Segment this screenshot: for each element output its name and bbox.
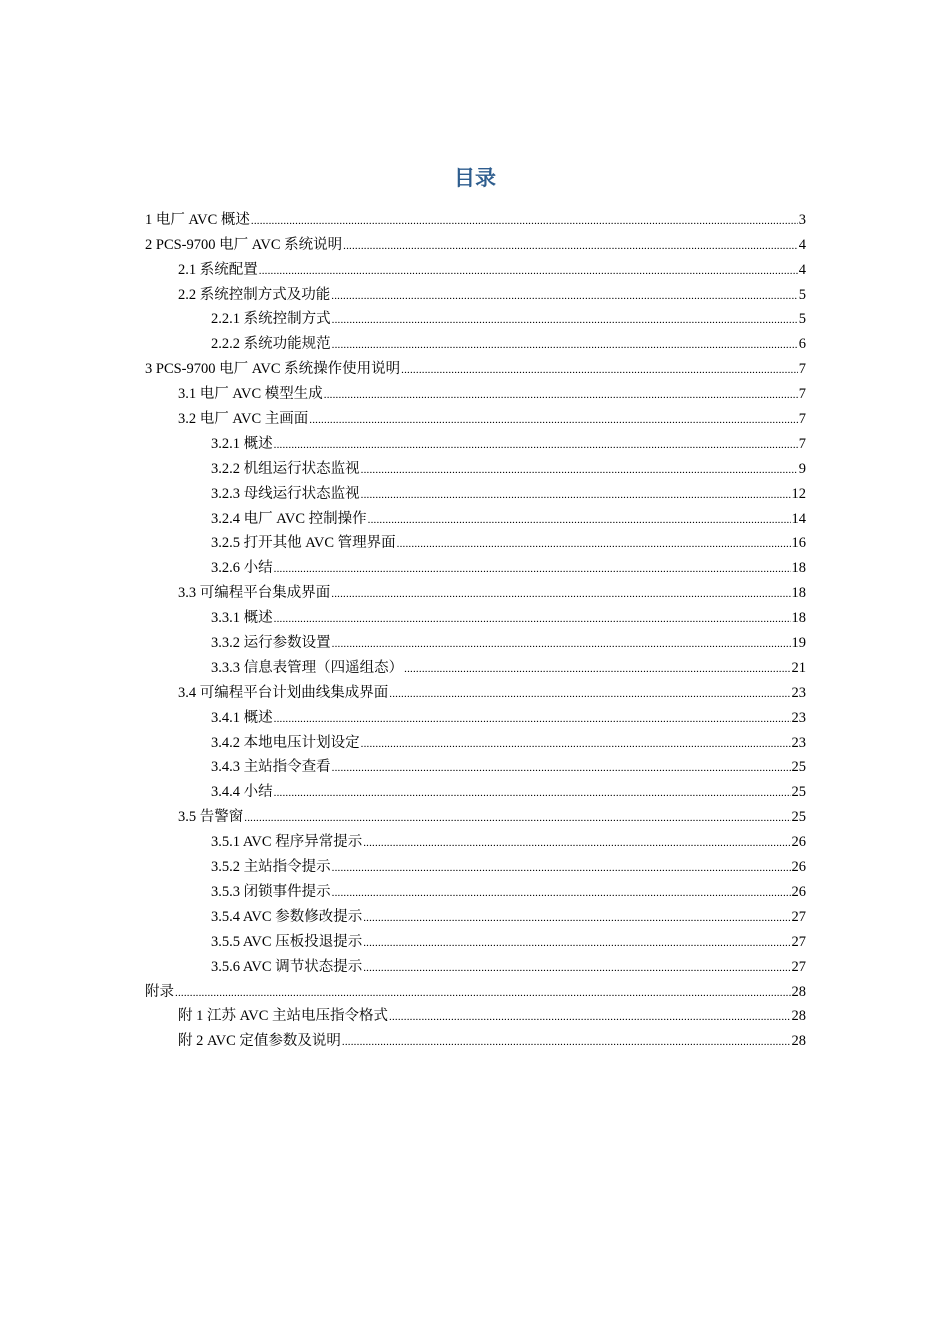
toc-leader-dots (244, 808, 790, 826)
toc-entry-text: 3.3 可编程平台集成界面 (178, 585, 331, 602)
toc-entry-text: 3.5.5 AVC 压板投退提示 (211, 933, 363, 950)
toc-entry[interactable] (0, 926, 950, 951)
toc-leader-dots (332, 883, 791, 901)
toc-entry-text: 3 PCS-9700 电厂 AVC 系统操作使用说明 (145, 361, 401, 378)
toc-entry-text: 3.2.3 母线运行状态监视 (211, 485, 360, 502)
toc-entry-text: 3.4.2 本地电压计划设定 (211, 734, 360, 751)
toc-page-number: 14 (791, 510, 806, 527)
toc-entry-text: 3.4 可编程平台计划曲线集成界面 (178, 684, 389, 701)
toc-leader-dots (404, 659, 790, 677)
toc-entry-text: 附 2 AVC 定值参数及说明 (178, 1033, 341, 1050)
toc-entry-text: 3.2.4 电厂 AVC 控制操作 (211, 510, 367, 527)
toc-page-number: 3 (798, 211, 806, 228)
toc-entry[interactable] (0, 453, 950, 478)
toc-entry[interactable] (0, 254, 950, 279)
toc-page-number: 7 (798, 386, 806, 403)
toc-page-number: 16 (791, 535, 806, 552)
toc-entry[interactable] (0, 876, 950, 901)
toc-entry-text: 2.2 系统控制方式及功能 (178, 286, 331, 303)
toc-page-number: 6 (798, 336, 806, 353)
table-of-contents (0, 204, 950, 1050)
toc-entry[interactable] (0, 776, 950, 801)
toc-entry[interactable] (0, 428, 950, 453)
toc-entry[interactable] (0, 727, 950, 752)
toc-leader-dots (397, 534, 791, 552)
toc-entry-text: 3.5.2 主站指令提示 (211, 859, 331, 876)
toc-entry[interactable] (0, 627, 950, 652)
toc-entry-text: 3.3.2 运行参数设置 (211, 635, 331, 652)
toc-leader-dots (331, 584, 790, 602)
toc-entry-text: 2 PCS-9700 电厂 AVC 系统说明 (145, 236, 343, 253)
toc-leader-dots (332, 310, 798, 328)
toc-page-number: 25 (791, 809, 806, 826)
toc-entry-text: 3.2.2 机组运行状态监视 (211, 460, 360, 477)
toc-entry-text: 附 1 江苏 AVC 主站电压指令格式 (178, 1008, 388, 1025)
toc-entry[interactable] (0, 353, 950, 378)
toc-entry[interactable] (0, 552, 950, 577)
toc-entry[interactable] (0, 1001, 950, 1026)
toc-page-number: 25 (791, 759, 806, 776)
toc-entry-text: 3.2.6 小结 (211, 560, 273, 577)
toc-leader-dots (309, 410, 798, 428)
toc-entry[interactable] (0, 304, 950, 329)
toc-entry[interactable] (0, 652, 950, 677)
toc-title: 目录 (454, 166, 496, 190)
toc-entry[interactable] (0, 1025, 950, 1050)
toc-page-number: 21 (791, 659, 806, 676)
toc-leader-dots (274, 559, 791, 577)
toc-leader-dots (401, 360, 798, 378)
toc-entry[interactable] (0, 826, 950, 851)
toc-page-number: 27 (791, 933, 806, 950)
toc-leader-dots (274, 435, 798, 453)
toc-page-number: 28 (791, 1033, 806, 1050)
toc-leader-dots (175, 983, 791, 1001)
toc-entry[interactable] (0, 503, 950, 528)
toc-page-number: 18 (791, 610, 806, 627)
toc-entry[interactable] (0, 403, 950, 428)
toc-entry[interactable] (0, 677, 950, 702)
toc-page-number: 7 (798, 411, 806, 428)
toc-entry-text: 3.5.4 AVC 参数修改提示 (211, 908, 363, 925)
toc-leader-dots (274, 709, 791, 727)
toc-entry[interactable] (0, 528, 950, 553)
toc-leader-dots (332, 858, 791, 876)
toc-page-number: 23 (791, 684, 806, 701)
toc-page-number: 4 (798, 261, 806, 278)
toc-entry-text: 3.2 电厂 AVC 主画面 (178, 411, 309, 428)
toc-page-number: 5 (798, 286, 806, 303)
toc-page-number: 28 (791, 983, 806, 1000)
toc-page-number: 7 (798, 435, 806, 452)
toc-leader-dots (332, 335, 798, 353)
toc-entry[interactable] (0, 976, 950, 1001)
toc-page-number: 27 (791, 958, 806, 975)
toc-page-number: 28 (791, 1008, 806, 1025)
toc-entry[interactable] (0, 204, 950, 229)
toc-leader-dots (368, 510, 791, 528)
toc-page-number: 26 (791, 883, 806, 900)
toc-page-number: 4 (798, 236, 806, 253)
toc-entry-text: 3.5.6 AVC 调节状态提示 (211, 958, 363, 975)
toc-page-number: 19 (791, 635, 806, 652)
toc-entry-text: 2.2.2 系统功能规范 (211, 336, 331, 353)
toc-entry-text: 1 电厂 AVC 概述 (145, 211, 250, 228)
toc-entry-text: 3.3.1 概述 (211, 610, 273, 627)
toc-leader-dots (332, 634, 791, 652)
toc-page-number: 27 (791, 908, 806, 925)
toc-leader-dots (274, 609, 791, 627)
toc-entry[interactable] (0, 951, 950, 976)
toc-page-number: 26 (791, 834, 806, 851)
toc-entry-text: 2.2.1 系统控制方式 (211, 311, 331, 328)
toc-page-number: 26 (791, 859, 806, 876)
toc-entry[interactable] (0, 901, 950, 926)
toc-leader-dots (361, 460, 798, 478)
toc-leader-dots (342, 1032, 791, 1050)
toc-leader-dots (363, 933, 790, 951)
toc-page-number: 5 (798, 311, 806, 328)
toc-leader-dots (363, 833, 790, 851)
toc-entry[interactable] (0, 851, 950, 876)
toc-leader-dots (389, 1007, 791, 1025)
toc-entry-text: 3.2.5 打开其他 AVC 管理界面 (211, 535, 396, 552)
toc-leader-dots (343, 236, 798, 254)
toc-entry[interactable] (0, 577, 950, 602)
toc-entry[interactable] (0, 279, 950, 304)
toc-page-number: 18 (791, 585, 806, 602)
toc-page-number: 12 (791, 485, 806, 502)
toc-entry-text: 3.5 告警窗 (178, 809, 244, 826)
toc-entry-text: 3.1 电厂 AVC 模型生成 (178, 386, 323, 403)
toc-page-number: 23 (791, 734, 806, 751)
toc-entry-text: 3.3.3 信息表管理（四遥组态） (211, 659, 404, 676)
toc-leader-dots (363, 958, 790, 976)
toc-leader-dots (389, 684, 790, 702)
toc-leader-dots (324, 385, 798, 403)
toc-entry[interactable] (0, 478, 950, 503)
toc-leader-dots (361, 734, 791, 752)
toc-entry[interactable] (0, 328, 950, 353)
toc-page-number: 18 (791, 560, 806, 577)
toc-leader-dots (259, 261, 798, 279)
toc-entry-text: 3.5.3 闭锁事件提示 (211, 883, 331, 900)
toc-entry-text: 2.1 系统配置 (178, 261, 258, 278)
toc-leader-dots (332, 758, 791, 776)
toc-entry[interactable] (0, 229, 950, 254)
toc-leader-dots (363, 908, 790, 926)
toc-entry-text: 3.5.1 AVC 程序异常提示 (211, 834, 363, 851)
toc-leader-dots (331, 286, 798, 304)
toc-entry[interactable] (0, 378, 950, 403)
toc-leader-dots (361, 485, 791, 503)
toc-page-number: 23 (791, 709, 806, 726)
toc-entry-text: 3.4.3 主站指令查看 (211, 759, 331, 776)
toc-page-number: 25 (791, 784, 806, 801)
toc-entry-text: 3.2.1 概述 (211, 435, 273, 452)
toc-entry[interactable] (0, 801, 950, 826)
toc-leader-dots (251, 211, 798, 229)
toc-page-number: 9 (798, 460, 806, 477)
toc-entry[interactable] (0, 702, 950, 727)
toc-entry[interactable] (0, 752, 950, 777)
toc-leader-dots (274, 783, 791, 801)
toc-entry-text: 附录 (145, 983, 174, 1000)
toc-entry-text: 3.4.1 概述 (211, 709, 273, 726)
toc-page-number: 7 (798, 361, 806, 378)
toc-entry-text: 3.4.4 小结 (211, 784, 273, 801)
toc-entry[interactable] (0, 602, 950, 627)
